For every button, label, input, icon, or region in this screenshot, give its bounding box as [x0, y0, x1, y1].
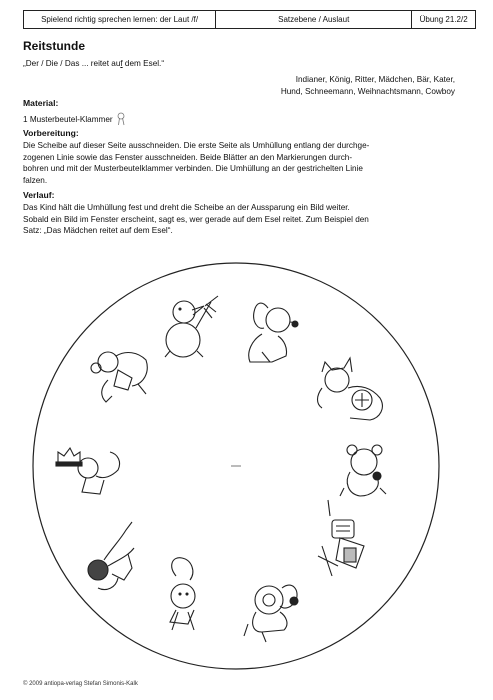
- phrase-end: dem Esel.“: [122, 59, 165, 68]
- series-title: Spielend richtig sprechen lernen: der Laut /f/: [24, 11, 216, 28]
- knight-icon: [318, 500, 364, 576]
- procedure-line: Sobald ein Bild im Fenster erscheint, sagt es, wer gerade auf dem Esel reitet. Zum Beispiel den: [23, 214, 369, 224]
- preparation-line: bohren und mit der Musterbeutelklammer verbinden. Die Umhüllung an der gestrichelten Linie: [23, 164, 363, 174]
- indian-icon: [170, 558, 195, 630]
- material-heading: Material:: [23, 98, 59, 108]
- character-list-line: Indianer, König, Ritter, Mädchen, Bär, Kater,: [295, 75, 455, 84]
- phrase-target-sound: f: [120, 59, 123, 68]
- dog-icon: [249, 303, 298, 362]
- procedure-heading: Verlauf:: [23, 190, 55, 200]
- preparation-heading: Vorbereitung:: [23, 128, 79, 138]
- procedure-line: Satz: „Das Mädchen reitet auf dem Esel“.: [23, 226, 173, 236]
- girl-icon: [91, 352, 147, 402]
- material-text: 1 Musterbeutel-Klammer: [23, 114, 113, 124]
- preparation-line: falzen.: [23, 175, 48, 185]
- procedure-line: Das Kind hält die Umhüllung fest und dreht die Scheibe an der Aussparung ein Bild weiter.: [23, 203, 350, 212]
- preparation-line: zogenen Linie sowie das Fenster ausschneiden. Beide Blätter an den Markierungen durch-: [23, 152, 353, 162]
- phrase-start: „Der / Die / Das ... reitet au: [23, 59, 121, 68]
- king-icon: [56, 448, 120, 494]
- exercise-number: Übung 21.2/2: [419, 15, 468, 24]
- cowboy-icon: [88, 522, 134, 590]
- copyright-footer: © 2009 antiopa-verlag Stefan Simonis-Kalk: [23, 681, 138, 687]
- exercise-level: Satzebene / Auslaut: [216, 11, 412, 28]
- bear-icon: [340, 445, 386, 496]
- santa-icon: [244, 585, 298, 642]
- snowman-icon: [165, 296, 218, 357]
- preparation-line: Die Scheibe auf dieser Seite ausschneiden. Die erste Seite als Umhüllung entlang der durchge-: [23, 141, 370, 150]
- page-title: Reitstunde: [23, 39, 86, 53]
- character-list-line: Hund, Schneemann, Weihnachtsmann, Cowboy: [280, 87, 455, 96]
- cat-icon: [318, 358, 383, 420]
